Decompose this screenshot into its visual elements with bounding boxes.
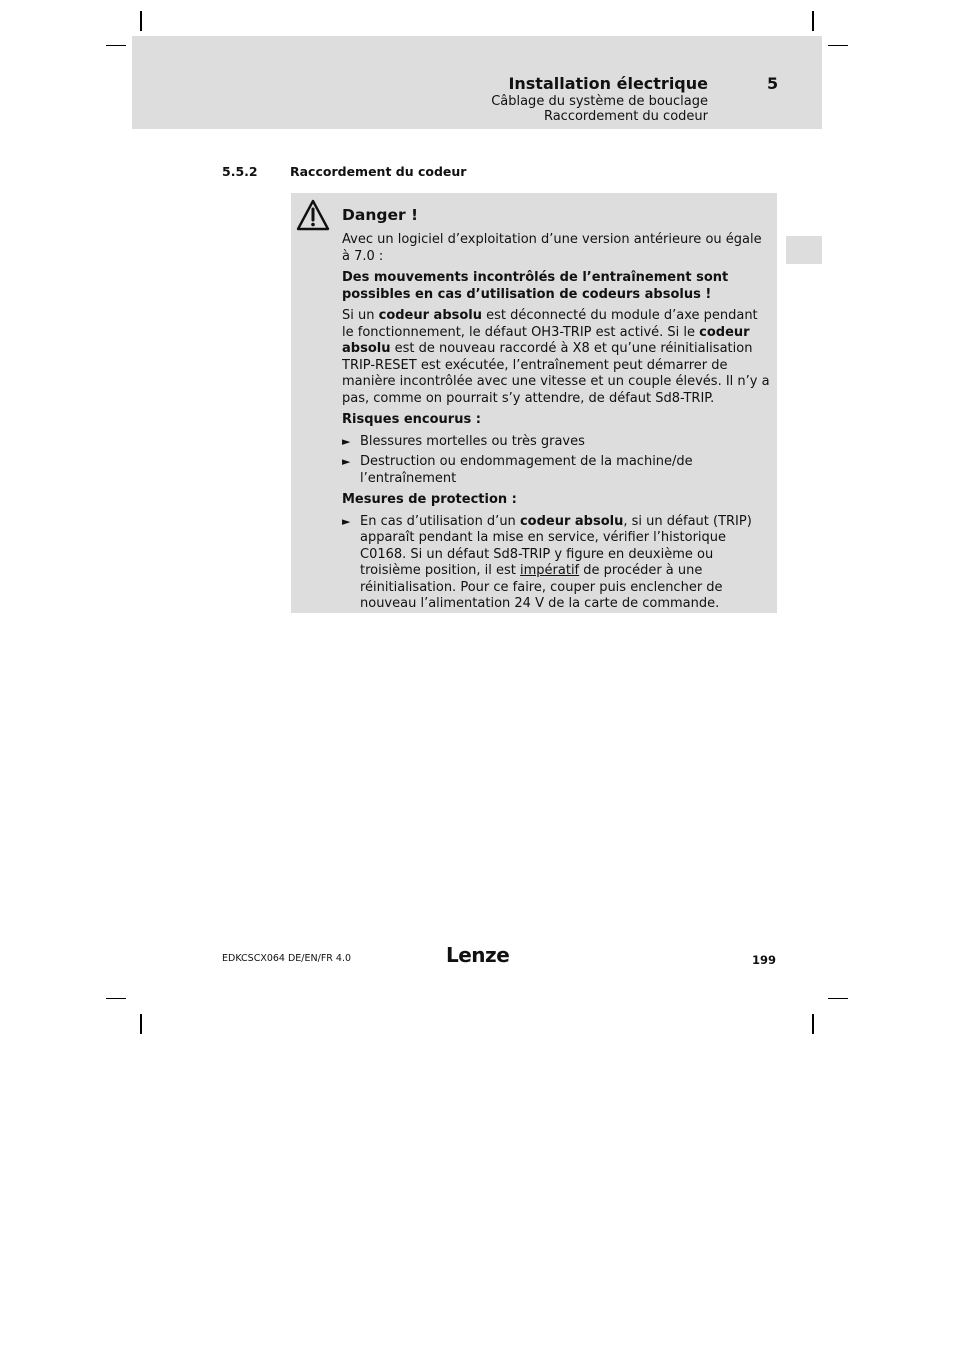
crop-mark (140, 11, 142, 31)
crop-mark (140, 1014, 142, 1034)
crop-mark (828, 998, 848, 999)
page-number: 199 (751, 953, 776, 967)
text-run: , si un défaut (TRIP) apparaît pendant la mise en service, vérifier l’historique C0168. Si un défaut Sd8-TRIP y figure en deuxième ou troisième position, il est (360, 513, 752, 578)
section-title: Raccordement du codeur (290, 164, 467, 179)
list-item (342, 514, 770, 613)
list-item (342, 434, 770, 451)
list-item (342, 454, 770, 487)
list-item-text: Destruction ou endommagement de la machine/de l’entraînement (360, 454, 693, 486)
text-run: Si un (342, 308, 379, 323)
crop-mark (828, 45, 848, 46)
crop-mark (812, 11, 814, 31)
bullet-arrow-icon: ► (342, 455, 351, 468)
danger-paragraph (342, 308, 770, 407)
bold-term: codeur absolu (378, 308, 483, 323)
document-code: EDKCSCX064 DE/EN/FR 4.0 (222, 953, 352, 964)
header-subtitle-1: Câblage du système de bouclage (491, 94, 708, 109)
crop-mark (812, 1014, 814, 1034)
chapter-title: Installation électrique (508, 74, 708, 93)
list-item-text (360, 514, 752, 612)
section-number: 5.5.2 (222, 164, 258, 179)
danger-intro: Avec un logiciel d’exploitation d’une version antérieure ou égale à 7.0 : (342, 232, 762, 264)
header-band (132, 36, 822, 129)
underlined-term: impératif (520, 563, 580, 578)
danger-content (342, 232, 770, 617)
text-run: En cas d’utilisation d’un (360, 513, 520, 529)
crop-mark (106, 998, 126, 999)
list-item-text: Blessures mortelles ou très graves (360, 433, 585, 449)
text-run: est de nouveau raccordé à X8 et qu’une réinitialisation TRIP-RESET est exécutée, l’entraînement peut démarrer de manière incontrôlée avec une vitesse et un couple élevés. Il n’y a pas, comme on pourrait s’y attendre, de défaut Sd8-TRIP. (342, 341, 770, 406)
bullet-arrow-icon: ► (342, 434, 351, 448)
lenze-logo: Lenze (446, 943, 510, 967)
measures-heading: Mesures de protection : (342, 492, 517, 507)
bold-term: codeur absolu (342, 324, 750, 356)
danger-warning: Des mouvements incontrôlés de l’entraînement sont possibles en cas d’utilisation de codeurs absolus ! (342, 270, 729, 302)
risks-heading: Risques encourus : (342, 412, 481, 427)
chapter-number: 5 (767, 74, 779, 93)
crop-mark (106, 45, 126, 46)
danger-title: Danger ! (342, 206, 419, 224)
bold-term: codeur absolu (519, 513, 624, 529)
text-run: est déconnecté du module d’axe pendant le fonctionnement, le défaut OH3-TRIP est activé. Si le (342, 308, 758, 340)
warning-triangle-icon (296, 199, 330, 231)
text-run: de procéder à une réinitialisation. Pour ce faire, couper puis enclencher de nouveau l’alimentation 24 V de la carte de commande. (360, 563, 723, 611)
header-subtitle-2: Raccordement du codeur (543, 109, 708, 124)
bullet-arrow-icon: ► (342, 514, 351, 528)
chapter-side-tab (786, 236, 822, 264)
